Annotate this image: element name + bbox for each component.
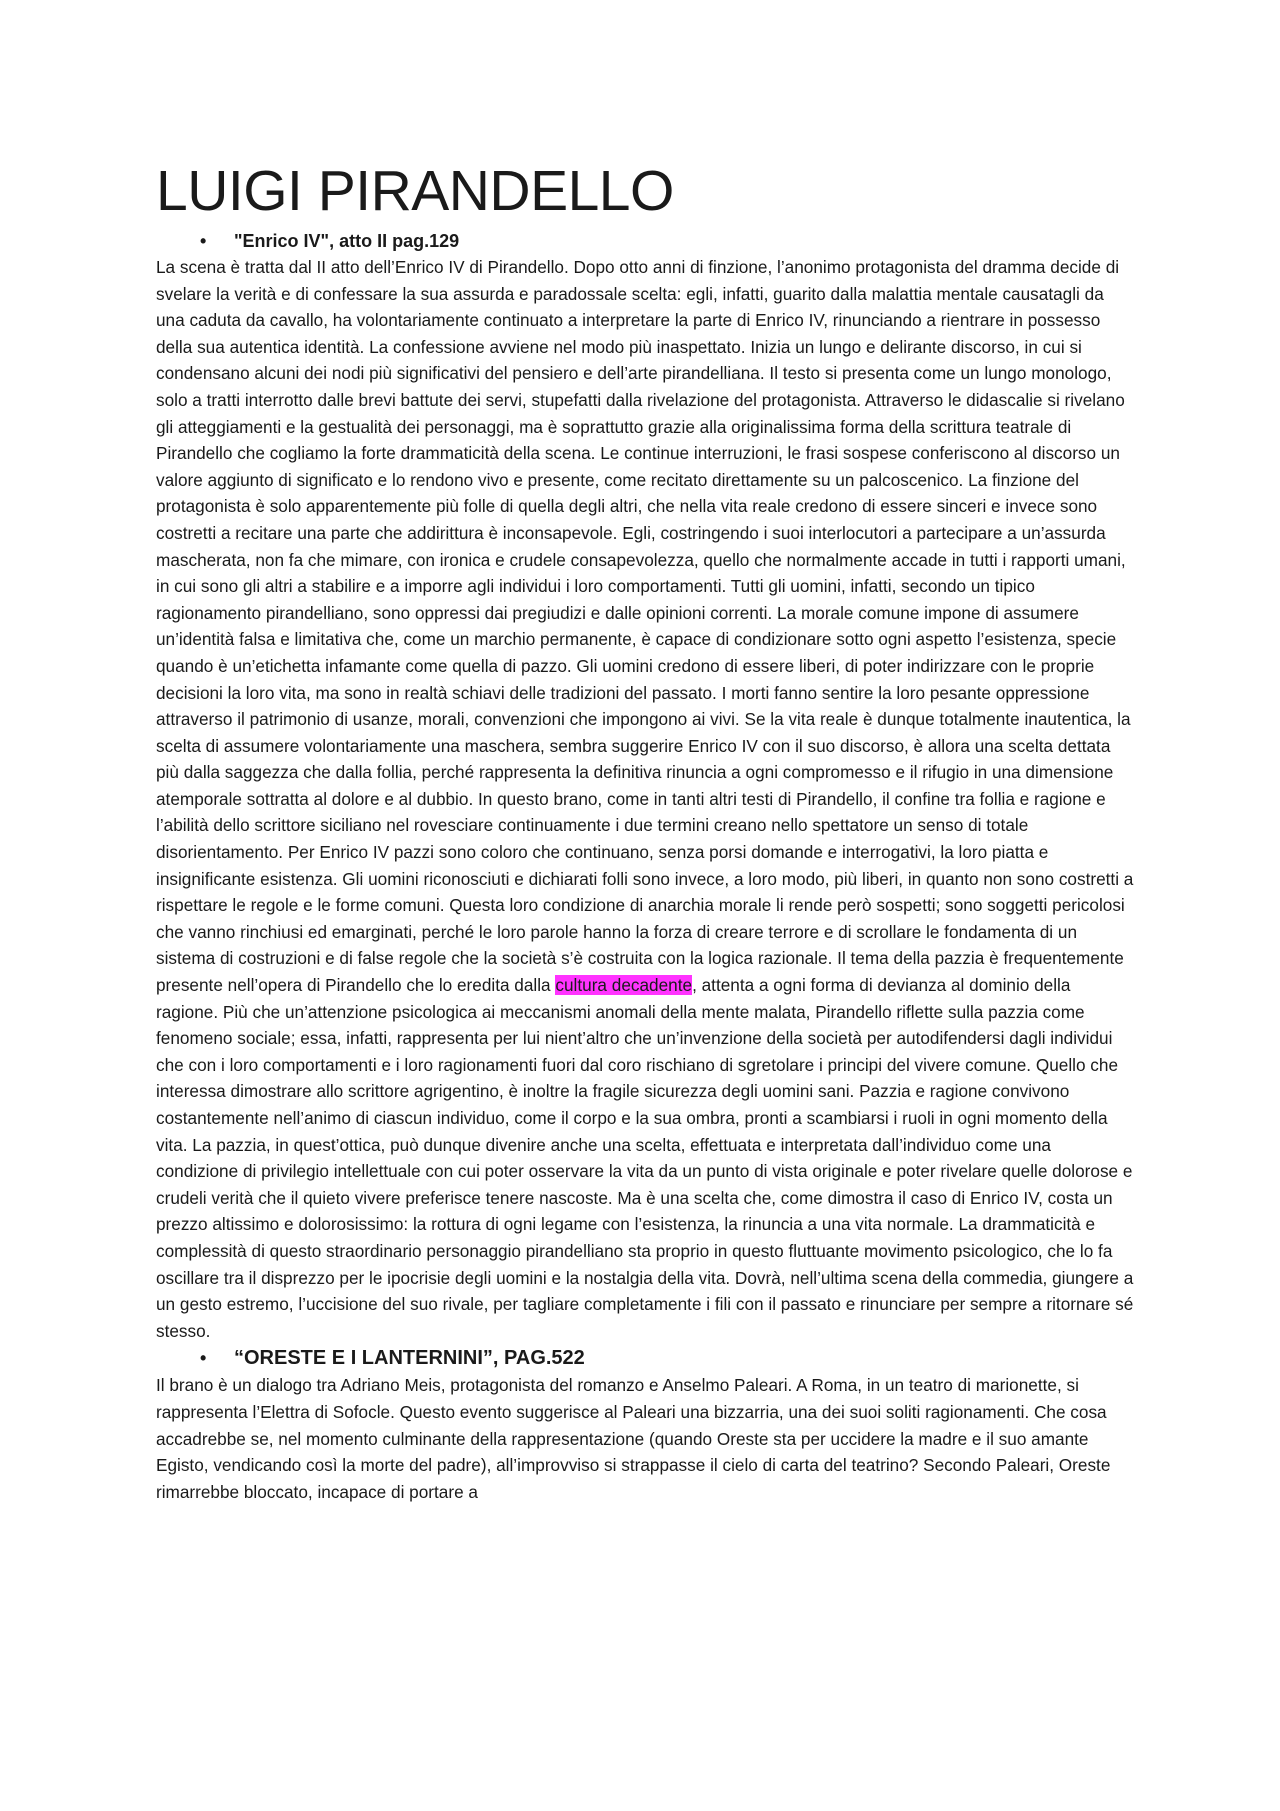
bullet-icon: • bbox=[200, 1348, 207, 1369]
section-enrico-iv bbox=[156, 228, 1136, 1344]
section-heading-label: “ORESTE E I LANTERNINI”, PAG.522 bbox=[234, 1347, 585, 1370]
paragraph-text-part-1: La scena è tratta dal II atto dell’Enrico IV di Pirandello. Dopo otto anni di finzione, l’anonimo protagonista del dramma decide di svelare la verità e di confessare la sua assurda e paradossale scelta: egli, infatti, guarito dalla malattia mentale causatagli da una caduta da cavallo, ha volontariamente continuato a interpretare la parte di Enrico IV, rinunciando a rientrare in possesso della sua autentica identità. La confessione avviene nel modo più inaspettato. Inizia un lungo e delirante discorso, in cui si condensano alcuni dei nodi più significativi del pensiero e dell’arte pirandelliana. Il testo si presenta come un lungo monologo, solo a tratti interrotto dalle brevi battute dei servi, stupefatti dalla rivelazione del protagonista. Attraverso le didascalie si rivelano gli atteggiamenti e la gestualità dei personaggi, ma è soprattutto grazie alla originalissima forma della scrittura teatrale di Pirandello che cogliamo la forte drammaticità della scena. Le continue interruzioni, le frasi sospese conferiscono al discorso un valore aggiunto di significato e lo rendono vivo e presente, come recitato direttamente su un palcoscenico. La finzione del protagonista è solo apparentemente più folle di quella degli altri, che nella vita reale credono di essere sinceri e invece sono costretti a recitare una parte che addirittura è inconsapevole. Egli, costringendo i suoi interlocutori a partecipare a un’assurda mascherata, non fa che mimare, con ironica e crudele consapevolezza, quello che normalmente accade in tutti i rapporti umani, in cui sono gli altri a stabilire e a imporre agli individui i loro comportamenti. Tutti gli uomini, infatti, secondo un tipico ragionamento pirandelliano, sono oppressi dai pregiudizi e dalle opinioni correnti. La morale comune impone di assumere un’identità falsa e limitativa che, come un marchio permanente, è capace di condizionare sotto ogni aspetto l’esistenza, specie quando è un’etichetta infamante come quella di pazzo. Gli uomini credono di essere liberi, di poter indirizzare con le proprie decisioni la loro vita, ma sono in realtà schiavi delle tradizioni del passato. I morti fanno sentire la loro pesante oppressione attraverso il patrimonio di usanze, morali, convenzioni che impongono ai vivi. Se la vita reale è dunque totalmente inautentica, la scelta di assumere volontariamente una maschera, sembra suggerire Enrico IV con il suo discorso, è allora una scelta dettata più dalla saggezza che dalla follia, perché rappresenta la definitiva rinuncia a ogni compromesso e il rifugio in una dimensione atemporale sottratta al dolore e al dubbio. In questo brano, come in tanti altri testi di Pirandello, il confine tra follia e ragione e l’abilità dello scrittore siciliano nel rovesciare continuamente i due termini creano nello spettatore un senso di totale disorientamento. Per Enrico IV pazzi sono coloro che continuano, senza porsi domande e interrogativi, la loro piatta e insignificante esistenza. Gli uomini riconosciuti e dichiarati folli sono invece, a loro modo, più liberi, in quanto non sono costretti a rispettare le regole e le forme comuni. Questa loro condizione di anarchia morale li rende però sospetti; sono soggetti pericolosi che vanno rinchiusi ed emarginati, perché le loro parole hanno la forza di creare terrore e di scrollare le fondamenta di un sistema di costruzioni e di false regole che la società s’è costruita con la logica razionale. Il tema della pazzia è frequentemente presente nell’opera di Pirandello che lo eredita dalla bbox=[156, 257, 1134, 996]
section-heading-label: "Enrico IV", atto II pag.129 bbox=[234, 231, 460, 251]
paragraph-text-part-2: , attenta a ogni forma di devianza al dominio della ragione. Più che un’attenzione psicologica ai meccanismi anomali della mente malata, Pirandello riflette sulla pazzia come fenomeno sociale; essa, infatti, rappresenta per lui nient’altro che un’invenzione della società per autodifendersi dagli individui che con i loro comportamenti e i loro ragionamenti fuori dal coro rischiano di sgretolare i principi del vivere comune. Quello che interessa dimostrare allo scrittore agrigentino, è inoltre la fragile sicurezza degli uomini sani. Pazzia e ragione convivono costantemente nell’animo di ciascun individuo, come il corpo e la sua ombra, pronti a scambiarsi i ruoli in ogni momento della vita. La pazzia, in quest’ottica, può dunque divenire anche una scelta, effettuata e interpretata dall’individuo come una condizione di privilegio intellettuale con cui poter osservare la vita da un punto di vista originale e poter rivelare quelle dolorose e crudeli verità che il quieto vivere preferisce tenere nascoste. Ma è una scelta che, come dimostra il caso di Enrico IV, costa un prezzo altissimo e dolorosissimo: la rottura di ogni legame con l’esistenza, la rinuncia a una vita normale. La drammaticità e complessità di questo straordinario personaggio pirandelliano sta proprio in questo fluttuante movimento psicologico, che lo fa oscillare tra il disprezzo per le ipocrisie degli uomini e la nostalgia della vita. Dovrà, nell’ultima scena della commedia, giungere a un gesto estremo, l’uccisione del suo rivale, per tagliare completamente i fili con il passato e rinunciare per sempre a ritornare sé stesso. bbox=[156, 975, 1134, 1341]
section-oreste bbox=[156, 1344, 1136, 1505]
section-heading-oreste bbox=[156, 1344, 1136, 1372]
section-heading-enrico-iv bbox=[156, 228, 1136, 254]
section-paragraph-enrico-iv bbox=[156, 254, 1136, 1344]
bullet-icon: • bbox=[200, 231, 207, 251]
document-body bbox=[156, 158, 1136, 1505]
highlighted-text: cultura decadente bbox=[555, 975, 693, 996]
section-paragraph-oreste: Il brano è un dialogo tra Adriano Meis, protagonista del romanzo e Anselmo Paleari. A Roma, in un teatro di marionette, si rappresenta l’Elettra di Sofocle. Questo evento suggerisce al Paleari una bizzarria, una dei suoi soliti ragionamenti. Che cosa accadrebbe se, nel momento culminante della rappresentazione (quando Oreste sta per uccidere la madre e il suo amante Egisto, vendicando così la morte del padre), all’improvviso si strappasse il cielo di carta del teatrino? Secondo Paleari, Oreste rimarrebbe bloccato, incapace di portare a bbox=[156, 1375, 1111, 1502]
document-title: LUIGI PIRANDELLO bbox=[156, 159, 674, 223]
